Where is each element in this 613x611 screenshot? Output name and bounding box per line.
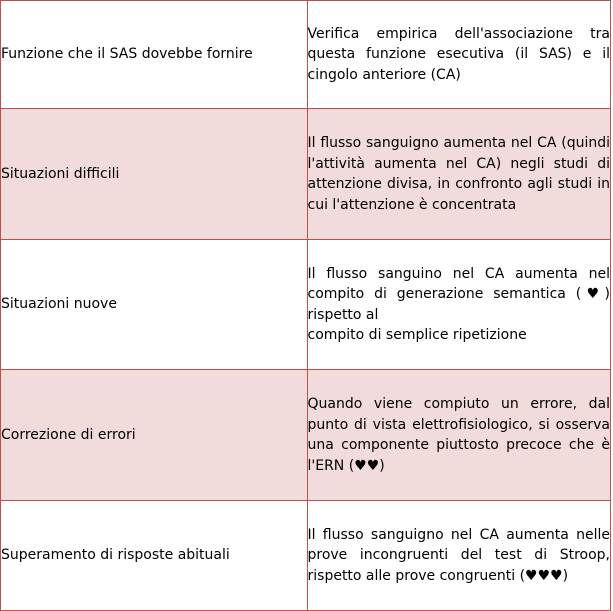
evidence-cell: Verifica empirica dell'associazione tra questa funzione esecutiva (il SAS) e il cingolo anteriore (CA) [307, 1, 611, 109]
table-row [1, 1, 611, 109]
table-row [1, 109, 611, 240]
evidence-cell: Il flusso sanguigno nel CA aumenta nelle prove incongruenti del test di Stroop, rispetto alle prove congruenti (♥♥♥) [307, 501, 611, 611]
function-cell: Correzione di errori [1, 370, 308, 501]
evidence-cell: Il flusso sanguigno aumenta nel CA (quindi l'attività aumenta nel CA) negli studi di attenzione divisa, in confronto agli studi in cui l'attenzione è concentrata [307, 109, 611, 240]
table-row [1, 501, 611, 611]
table-row [1, 240, 611, 370]
evidence-line: Il flusso sanguino nel CA aumenta nel compito di generazione semantica (♥) rispetto al [307, 265, 610, 323]
function-cell: Situazioni nuove [1, 240, 308, 370]
evidence-cell: Quando viene compiuto un errore, dal punto di vista elettrofisiologico, si osserva una componente piuttosto precoce che è l'ERN (♥♥) [307, 370, 611, 501]
function-cell: Situazioni difficili [1, 109, 308, 240]
evidence-line: compito di semplice ripetizione [307, 327, 527, 343]
table-row [1, 370, 611, 501]
function-cell: Superamento di risposte abituali [1, 501, 308, 611]
evidence-cell [307, 240, 611, 370]
function-cell: Funzione che il SAS dovebbe fornire [1, 1, 308, 109]
